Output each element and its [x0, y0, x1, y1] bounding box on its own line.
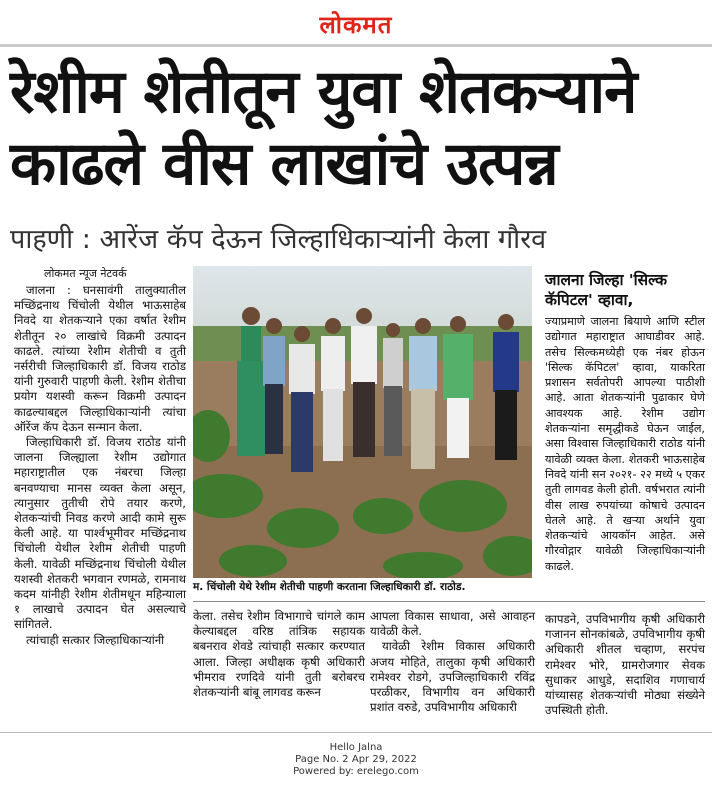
paragraph: कापडने, उपविभागीय कृषी अधिकारी गजानन सोनकांबळे, उपविभागीय कृषी अधिकारी शीतल चव्हाण, सरपंच रामेश्वर भोरे, ग्रामरोजगार सेवक सुधाकर आधुडे, सदाशिव गणाचार्य यांच्यासह शेतकऱ्यांची मोठ्या संख्येने उपस्थिती होती.	[545, 612, 705, 718]
article-column-1	[14, 283, 186, 648]
paragraph: ज्याप्रमाणे जालना बियाणे आणि स्टील उद्योगात महाराष्ट्रात आघाडीवर आहे. तसेच सिल्कमध्येही एक नंबर होऊन 'सिल्क कॅपिटल' व्हावा, याकरिता प्रशासन सर्वतोपरी आपल्या पाठीशी आहे. आता शेतकऱ्यांनी पुढाकार घेणे आवश्यक आहे. रेशीम उद्योग शेतकऱ्यांना समृद्धीकडे घेऊन जाईल, असा विश्वास जिल्हाधिकारी राठोड यांनी यावेळी व्यक्त केला. शेतकरी भाऊसाहेब निवदे यांनी सन २०२१- २२ मध्ये ५ एकर तुती लागवड केली होती. वर्षभरात त्यांनी वीस लाख रुपयांच्या कोषाचे उत्पादन घेतले आहे. ते खऱ्या अर्थाने युवा शेतकऱ्यांचे आयकॉन आहेत. असे गौरवोद्गार यावेळी जिल्हाधिकाऱ्यांनी काढले.	[545, 315, 705, 573]
column-divider	[193, 601, 705, 602]
footer-page-date: Page No. 2 Apr 29, 2022	[295, 754, 417, 765]
headline-line-2: काढले वीस लाखांचे उत्पन्न	[10, 129, 558, 199]
headline-line-1: रेशीम शेतीतून युवा शेतकऱ्याने	[10, 57, 637, 127]
article-column-3	[545, 314, 705, 574]
paragraph: आपला विकास साधावा, असे आवाहन यावेळी केले.	[370, 609, 535, 639]
footer-edition: Hello Jalna	[329, 742, 383, 753]
paragraph: केला. तसेच रेशीम विभागाचे चांगले काम केल्याबद्दल वरिष्ठ तांत्रिक सहायक बबनराव शेवडे त्यांचाही सत्कार करण्यात आला. जिल्हा अधीक्षक कृषी अधिकारी भीमराव रणदिवे यांनी तुती बरोबरच शेतकऱ्यांनी बांबू लागवड करून	[193, 609, 365, 700]
paragraph: यावेळी रेशीम विकास अधिकारी अजय मोहिते, तालुका कृषी अधिकारी रामेश्वर रोडगे, उपजिल्हाधिकारी रविंद्र परळीकर, विभागीय वन अधिकारी प्रशांत वरुडे, उपविभागीय अधिकारी	[370, 639, 535, 715]
page-footer	[0, 742, 712, 778]
news-photo[interactable]	[193, 266, 532, 578]
footer-powered-by[interactable]: Powered by: erelego.com	[293, 766, 419, 777]
footer-rule	[0, 732, 712, 733]
paragraph: जिल्हाधिकारी डॉ. विजय राठोड यांनी जालना जिल्ह्याला रेशीम उद्योगात महाराष्ट्रातील एक नंबरचा जिल्हा बनवण्याचा मानस व्यक्त केला असून, त्यानुसार तुतीची रोपे तयार करणे, शेतकऱ्यांची निवड करणे आदी कामे सुरू केली आहे. या पार्श्वभूमीवर मच्छिंद्रनाथ चिंचोली येथील रेशीम शेतीची पाहणी केली. यावेळी मच्छिंद्रनाथ चिंचोली येथील यशस्वी शेतकरी भगवान रणमळे, रामनाथ कदम यांनीही रेशीम शेतीमधून महिन्याला १ लाखाचे उत्पादन घेत असल्याचे सांगितले.	[14, 435, 186, 632]
article-column-bottom-2	[370, 609, 535, 715]
lokmat-logo[interactable]: लोकमत	[319, 11, 393, 39]
article-column-bottom-3	[545, 612, 705, 718]
article-column-bottom-1	[193, 609, 365, 700]
headline	[10, 56, 706, 200]
subheadline: पाहणी : आरेंज कॅप देऊन जिल्हाधिकाऱ्यांनी केला गौरव	[10, 224, 547, 255]
masthead	[0, 0, 712, 44]
paragraph: त्यांचाही सत्कार जिल्हाधिकाऱ्यांनी	[26, 632, 165, 647]
masthead-rule	[0, 44, 712, 47]
paragraph: जालना : घनसावंगी तालुक्यातील मच्छिंद्रनाथ चिंचोली येथील भाऊसाहेब निवदे या शेतकऱ्याने एका वर्षात रेशीम शेतीतून २० लाखांचे विक्रमी उत्पादन काढले. त्यांच्या रेशीम शेतीची व तुती नर्सरीची जिल्हाधिकारी डॉ. विजय राठोड यांनी गुरुवारी पाहणी केली. रेशीम शेतीचा प्रयोग यशस्वी करून विक्रमी उत्पादन काढल्याबद्दल जिल्हाधिकाऱ्यांनी त्यांचा ऑरेंज कॅप देऊन सन्मान केला.	[14, 283, 186, 434]
side-headline: जालना जिल्हा 'सिल्क कॅपिटल' व्हावा,	[545, 271, 668, 309]
photo-caption: म. चिंचोली येथे रेशीम शेतीची पाहणी करताना जिल्हाधिकारी डॉ. राठोड.	[193, 581, 466, 593]
byline: लोकमत न्यूज नेटवर्क	[44, 267, 127, 280]
photo-illustration	[193, 266, 532, 578]
